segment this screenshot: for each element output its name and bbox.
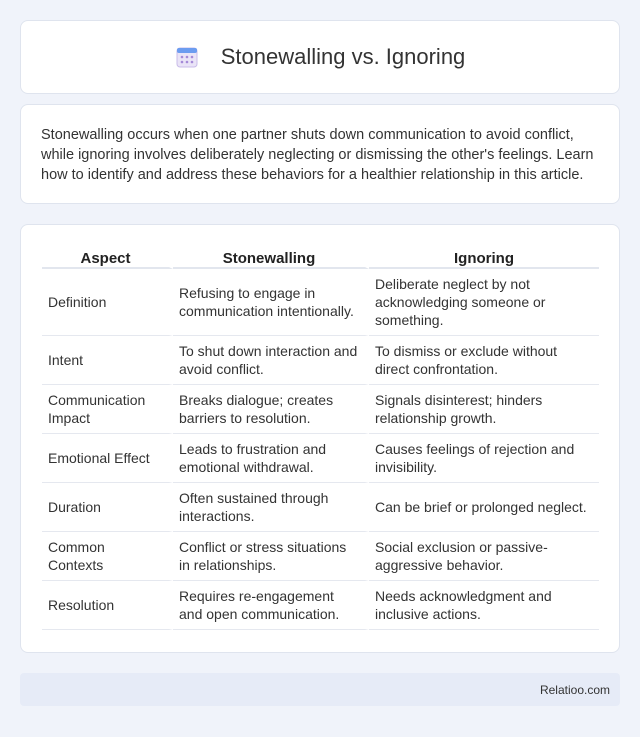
row-aspect: Duration [42, 483, 173, 532]
row-ignoring: Needs acknowledgment and inclusive actions. [369, 581, 599, 630]
row-aspect: Communication Impact [42, 385, 173, 434]
intro-text: Stonewalling occurs when one partner shuts down communication to avoid conflict, while ignoring involves deliberately neglecting or dismissing the other's feelings. Learn how to identify and address these behaviors for a healthier relationship in this article. [41, 127, 594, 183]
row-ignoring: Can be brief or prolonged neglect. [369, 483, 599, 532]
row-ignoring: To dismiss or exclude without direct confrontation. [369, 336, 599, 385]
table-card [20, 224, 620, 653]
row-aspect: Definition [42, 269, 173, 336]
table-row [42, 532, 599, 581]
table-row [42, 336, 599, 385]
row-stonewalling: Refusing to engage in communication intentionally. [173, 269, 369, 336]
footer-site-name: Relatioo.com [539, 682, 610, 697]
intro-card [20, 104, 620, 204]
row-stonewalling: Often sustained through interactions. [173, 483, 369, 532]
page-title: Stonewalling vs. Ignoring [220, 44, 466, 69]
footer [20, 673, 620, 706]
row-stonewalling: To shut down interaction and avoid conflict. [173, 336, 369, 385]
row-stonewalling: Requires re-engagement and open communication. [173, 581, 369, 630]
row-ignoring: Deliberate neglect by not acknowledging someone or something. [369, 269, 599, 336]
calendar-icon [175, 45, 199, 69]
row-ignoring: Social exclusion or passive-aggressive behavior. [369, 532, 599, 581]
row-aspect: Intent [42, 336, 173, 385]
row-aspect: Emotional Effect [42, 434, 173, 483]
header-ignoring: Ignoring [369, 245, 599, 269]
comparison-table [42, 245, 599, 630]
title-wrap [175, 44, 466, 70]
row-stonewalling: Conflict or stress situations in relationships. [173, 532, 369, 581]
row-aspect: Resolution [42, 581, 173, 630]
row-stonewalling: Breaks dialogue; creates barriers to resolution. [173, 385, 369, 434]
table-row [42, 434, 599, 483]
row-stonewalling: Leads to frustration and emotional withdrawal. [173, 434, 369, 483]
table-header-row [42, 245, 599, 269]
header-stonewalling: Stonewalling [173, 245, 369, 269]
table-row [42, 483, 599, 532]
row-ignoring: Causes feelings of rejection and invisibility. [369, 434, 599, 483]
table-row [42, 581, 599, 630]
table-row [42, 269, 599, 336]
title-card [20, 20, 620, 94]
table-row [42, 385, 599, 434]
header-aspect: Aspect [42, 245, 173, 269]
row-ignoring: Signals disinterest; hinders relationship growth. [369, 385, 599, 434]
row-aspect: Common Contexts [42, 532, 173, 581]
